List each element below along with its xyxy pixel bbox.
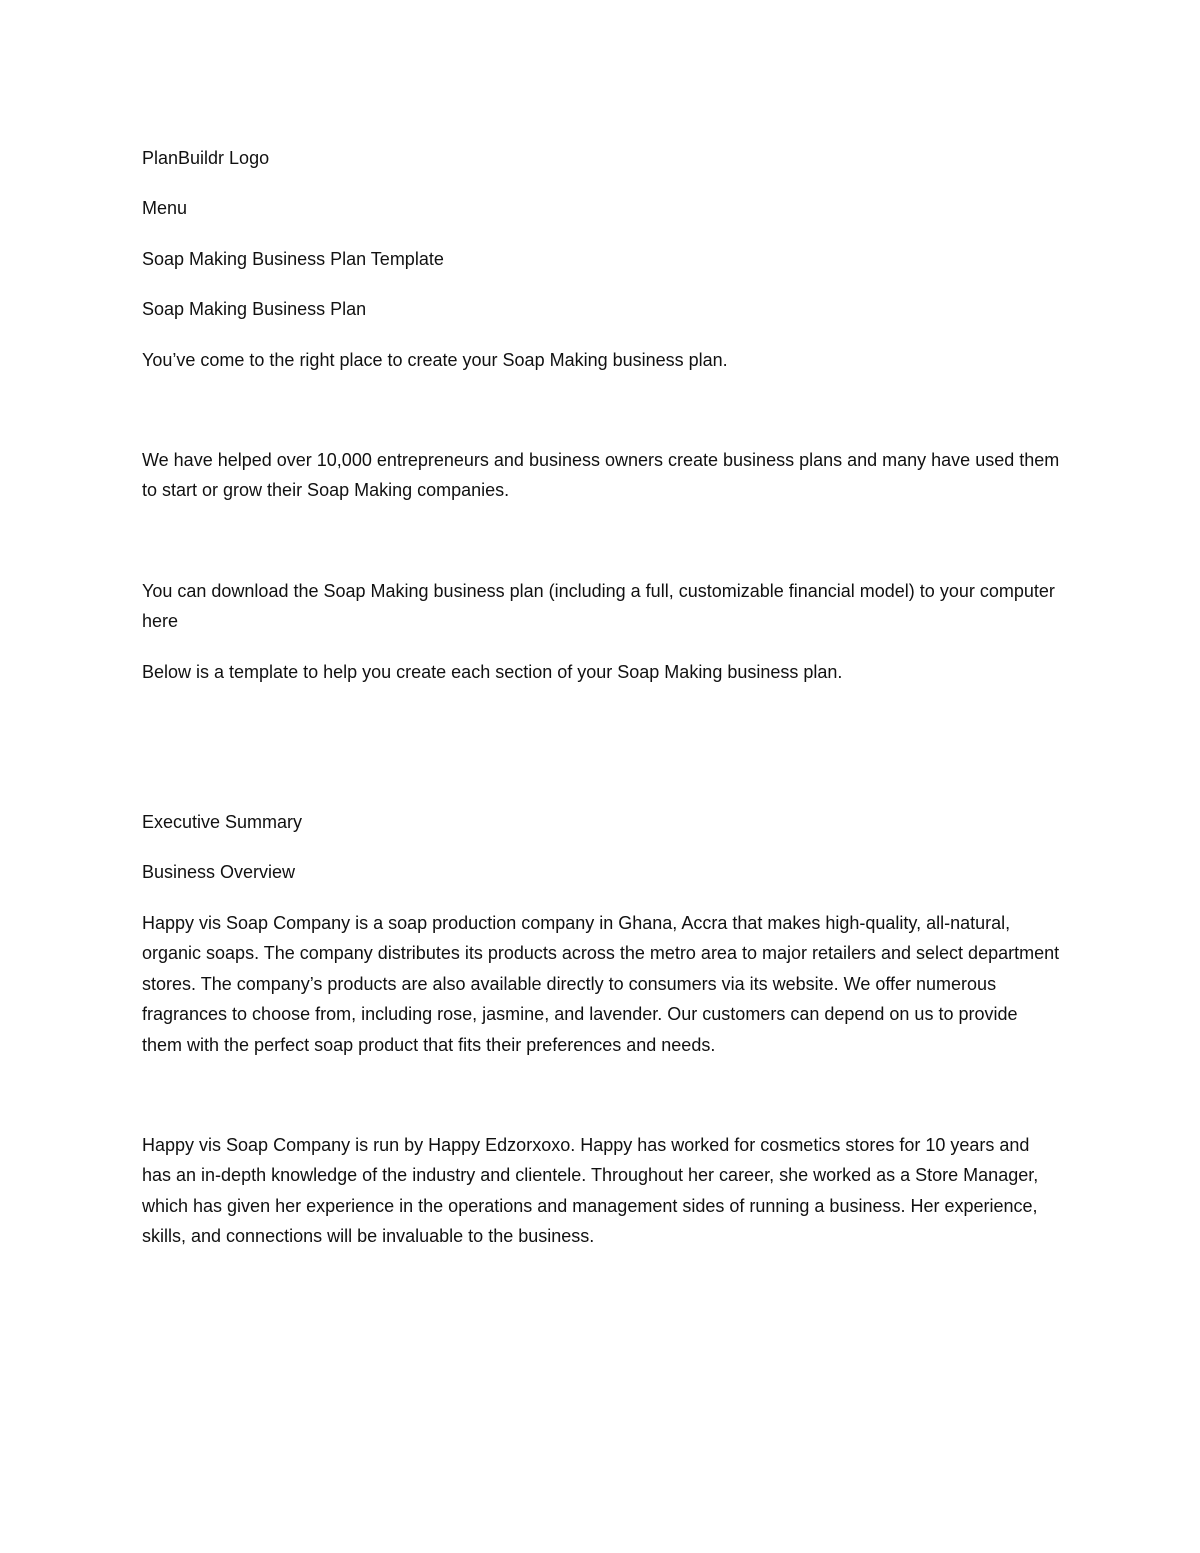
document-body <box>142 143 1062 1272</box>
menu-text: Menu <box>142 198 188 219</box>
section-title: Executive Summary <box>142 812 303 833</box>
logo-text: PlanBuildr Logo <box>142 148 270 168</box>
helped-paragraph: We have helped over 10,000 entrepreneurs and business owners create business plans and many have used them to start or grow their Soap Making companies. <box>142 450 1060 501</box>
subsection-title: Business Overview <box>142 862 296 883</box>
overview-paragraph-1: Happy vis Soap Company is a soap production company in Ghana, Accra that makes high-quality, all-natural, organic soaps. The company distributes its products across the metro area to major retailers and select department stores. The company’s products are also available directly to consumers via its website. We offer numerous fragrances to choose from, including rose, jasmine, and lavender. Our customers can depend on us to provide them with the perfect soap product that fits their preferences and needs. <box>142 912 1060 1055</box>
blank-line <box>142 395 1062 445</box>
intro-paragraph: You’ve come to the right place to create your Soap Making business plan. <box>142 349 728 370</box>
page-title: Soap Making Business Plan Template <box>142 248 444 269</box>
overview-paragraph-2: Happy vis Soap Company is run by Happy Edzorxoxo. Happy has worked for cosmetics stores for 10 years and has an in-depth knowledge of the industry and clientele. Throughout her career, she worked as a Store Manager, which has given her experience in the operations and management sides of running a business. Her experience, skills, and connections will be invaluable to the business. <box>142 1134 1039 1247</box>
template-note-paragraph: Below is a template to help you create each section of your Soap Making business plan. <box>142 661 843 682</box>
blank-line <box>142 1080 1062 1130</box>
download-paragraph: You can download the Soap Making business plan (including a full, customizable financial model) to your computer here <box>142 580 1055 632</box>
plan-heading: Soap Making Business Plan <box>142 299 367 320</box>
blank-line <box>142 526 1062 576</box>
blank-lines <box>142 707 1062 807</box>
